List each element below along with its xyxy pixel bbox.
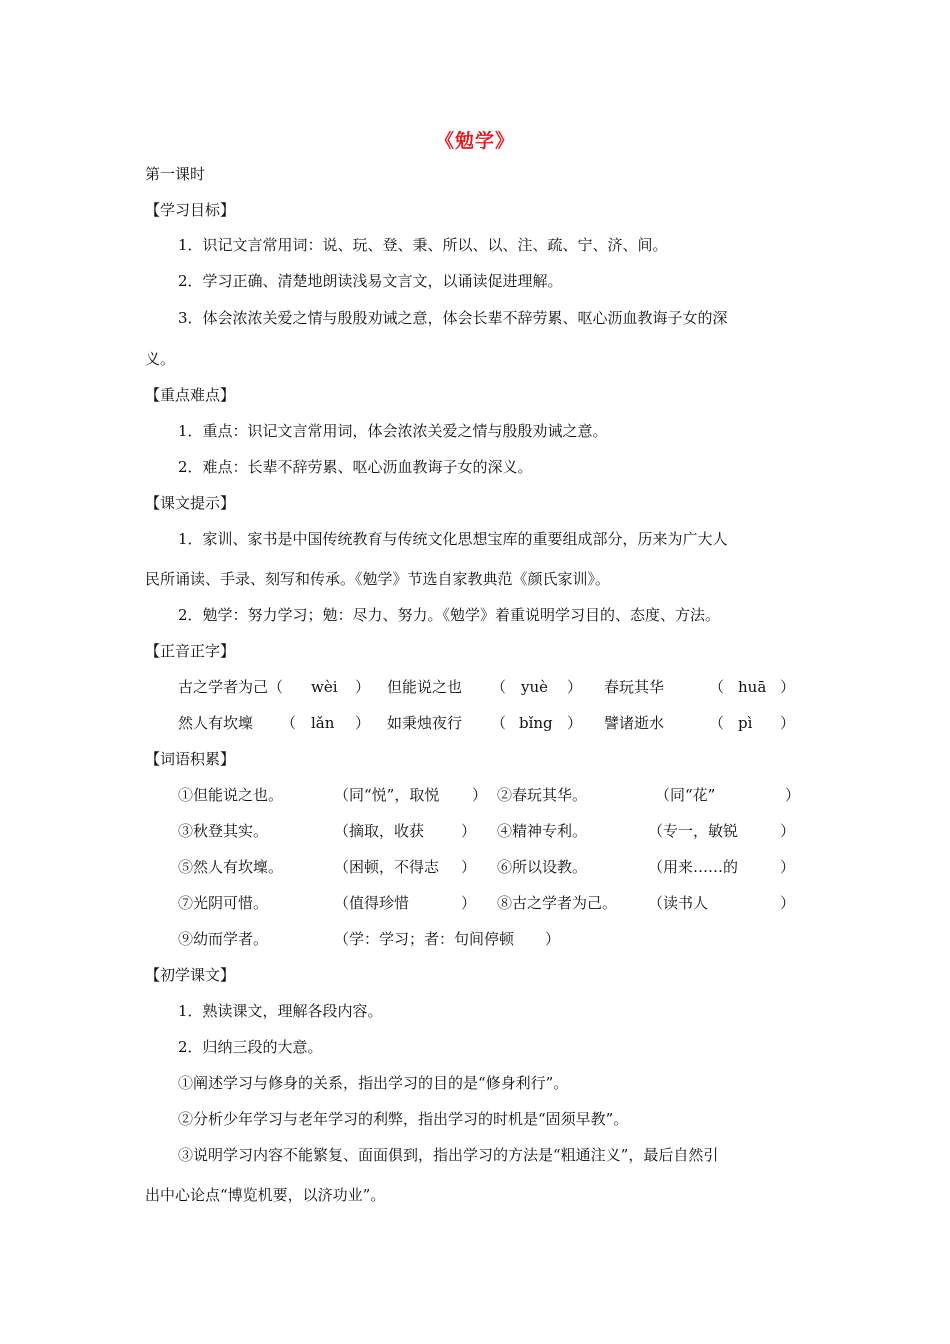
study-item: ③说明学习内容不能繁复、面面俱到，指出学习的方法是“粗通注义”，最后自然引	[178, 1146, 719, 1164]
vocab-meaning: （学：学习；者：句间停顿	[334, 930, 515, 948]
vocab-term: ③秋登其实。	[178, 822, 269, 840]
vocab-meaning: （摘取，收获	[334, 822, 425, 840]
vocab-meaning: （专一，敏锐	[648, 822, 739, 840]
vocab-close-paren: ）	[780, 894, 796, 912]
goal-item-continued: 义。	[145, 350, 176, 368]
pron-open-paren: （	[491, 714, 507, 732]
lesson-label: 第一课时	[145, 165, 206, 183]
section-heading-hint: 【课文提示】	[145, 494, 236, 512]
vocab-close-paren: ）	[785, 786, 801, 804]
vocab-term: ⑦光阴可惜。	[178, 894, 269, 912]
hint-item-continued: 民所诵读、手录、刻写和传承。《勉学》节选自家教典范《颜氏家训》。	[145, 570, 611, 588]
pron-close-paren: ）	[780, 678, 796, 696]
pron-phrase: 然人有坎壈	[178, 714, 254, 732]
document-title: 《勉学》	[434, 130, 515, 152]
pron-open-paren: （	[709, 678, 725, 696]
section-heading-pronunciation: 【正音正字】	[145, 642, 236, 660]
key-item: 1．重点：识记文言常用词，体会浓浓关爱之情与殷殷劝诫之意。	[178, 422, 608, 440]
vocab-term: ⑥所以设教。	[497, 858, 588, 876]
pron-open-paren: （	[491, 678, 507, 696]
pron-pinyin: bǐng	[519, 714, 553, 732]
vocab-meaning: （值得珍惜	[334, 894, 410, 912]
vocab-close-paren: ）	[780, 822, 796, 840]
hint-item: 1．家训、家书是中国传统教育与传统文化思想宝库的重要组成部分，历来为广大人	[178, 530, 728, 548]
goal-item: 2．学习正确、清楚地朗读浅易文言文，以诵读促进理解。	[178, 272, 563, 290]
pron-pinyin: yuè	[521, 678, 549, 696]
vocab-close-paren: ）	[461, 858, 477, 876]
pron-close-paren: ）	[567, 678, 583, 696]
pron-phrase: 春玩其华	[604, 678, 665, 696]
pron-close-paren: ）	[355, 678, 371, 696]
vocab-term: ⑤然人有坎壈。	[178, 858, 284, 876]
vocab-term: ②春玩其华。	[497, 786, 588, 804]
study-item-continued: 出中心论点“博览机要，以济功业”。	[145, 1186, 386, 1204]
vocab-close-paren: ）	[472, 786, 488, 804]
vocab-close-paren: ）	[545, 930, 561, 948]
vocab-term: ④精神专利。	[497, 822, 588, 840]
pron-close-paren: ）	[567, 714, 583, 732]
pron-close-paren: ）	[355, 714, 371, 732]
goal-item: 3．体会浓浓关爱之情与殷殷劝诫之意，体会长辈不辞劳累、呕心沥血教诲子女的深	[178, 309, 728, 327]
study-item: ①阐述学习与修身的关系，指出学习的目的是“修身利行”。	[178, 1074, 569, 1092]
vocab-term: ⑧古之学者为己。	[497, 894, 618, 912]
pron-phrase: 如秉烛夜行	[387, 714, 463, 732]
vocab-close-paren: ）	[461, 894, 477, 912]
vocab-meaning: （困顿，不得志	[334, 858, 440, 876]
hint-item: 2．勉学：努力学习；勉：尽力、努力。《勉学》着重说明学习目的、态度、方法。	[178, 606, 721, 624]
study-item: ②分析少年学习与老年学习的利弊，指出学习的时机是“固须早教”。	[178, 1110, 629, 1128]
vocab-close-paren: ）	[461, 822, 477, 840]
pron-phrase: 譬诸逝水	[604, 714, 665, 732]
vocab-meaning: （同“花”	[655, 786, 716, 804]
section-heading-key: 【重点难点】	[145, 386, 236, 404]
section-heading-goals: 【学习目标】	[145, 201, 236, 219]
vocab-meaning: （读书人	[648, 894, 709, 912]
pron-pinyin: pì	[738, 714, 753, 732]
section-heading-study: 【初学课文】	[145, 966, 236, 984]
pron-pinyin: lǎn	[311, 714, 335, 732]
study-item: 1．熟读课文，理解各段内容。	[178, 1002, 383, 1020]
pron-open-paren: （	[281, 714, 297, 732]
vocab-term: ⑨幼而学者。	[178, 930, 269, 948]
pron-phrase: 但能说之也	[387, 678, 463, 696]
pron-close-paren: ）	[780, 714, 796, 732]
vocab-term: ①但能说之也。	[178, 786, 284, 804]
vocab-meaning: （用来……的	[648, 858, 739, 876]
vocab-close-paren: ）	[780, 858, 796, 876]
key-item: 2．难点：长辈不辞劳累、呕心沥血教诲子女的深义。	[178, 458, 533, 476]
section-heading-vocabulary: 【词语积累】	[145, 750, 236, 768]
goal-item: 1．识记文言常用词：说、玩、登、秉、所以、以、注、疏、宁、济、间。	[178, 236, 668, 254]
study-item: 2．归纳三段的大意。	[178, 1038, 323, 1056]
pron-phrase: 古之学者为己（	[178, 678, 284, 696]
vocab-meaning: （同“悦”，取悦	[334, 786, 440, 804]
pron-pinyin: wèi	[311, 678, 338, 696]
pron-pinyin: huā	[738, 678, 767, 696]
pron-open-paren: （	[709, 714, 725, 732]
